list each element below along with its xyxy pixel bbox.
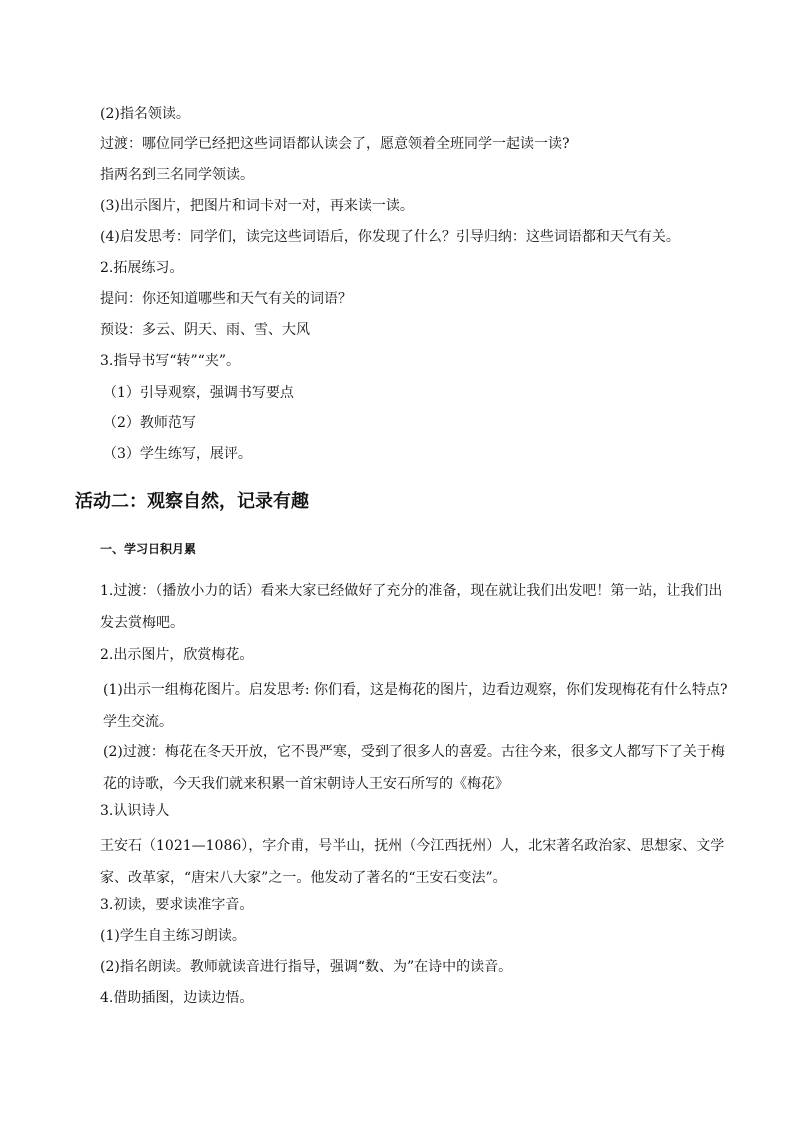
text-line: （1）引导观察，强调书写要点 xyxy=(103,385,294,401)
text-line: 4.借助插图，边读边悟。 xyxy=(100,990,254,1006)
text-line: (2)指名朗读。教师就读音进行指导，强调“数、为”在诗中的读音。 xyxy=(100,959,513,975)
text-line: （3）学生练写，展评。 xyxy=(103,446,252,462)
paragraph: (2)过渡：梅花在冬天开放，它不畏严寒，受到了很多人的喜爱。古往今来，很多文人都写下了关于梅花的诗歌，今天我们就来积累一首宋朝诗人王安石所写的《梅花》 xyxy=(103,744,725,792)
text-line: 3.指导书写“转”“夹”。 xyxy=(100,353,240,369)
text-line: 指两名到三名同学领读。 xyxy=(100,167,254,183)
text-line: (3)出示图片，把图片和词卡对一对，再来读一读。 xyxy=(100,198,414,214)
subsection-heading: 一、学习日积月累 xyxy=(100,542,197,556)
text-line: 2.拓展练习。 xyxy=(100,260,184,276)
text-line: (2)指名领读。 xyxy=(100,106,190,122)
text-line: 2.出示图片，欣赏梅花。 xyxy=(100,647,254,663)
paragraph: (1)出示一组梅花图片。启发思考: 你们看，这是梅花的图片，边看边观察，你们发现梅花有什么特点?学生交流。 xyxy=(103,682,728,730)
text-line: 3.初读，要求读准字音。 xyxy=(100,897,254,913)
paragraph: 1.过渡：（播放小力的话）看来大家已经做好了充分的准备，现在就让我们出发吧！第一站，让我们出发去赏梅吧。 xyxy=(100,583,723,631)
section-heading: 活动二：观察自然，记录有趣 xyxy=(75,491,309,512)
text-line: 3.认识诗人 xyxy=(100,803,170,819)
text-line: （2）教师范写 xyxy=(103,415,196,431)
text-line: 预设：多云、阴天、雨、雪、大风 xyxy=(100,322,310,338)
text-line: 提问：你还知道哪些和天气有关的词语？ xyxy=(100,291,352,307)
text-line: (4)启发思考：同学们，读完这些词语后，你发现了什么？引导归纳：这些词语都和天气有关。 xyxy=(100,229,680,245)
text-line: 过渡：哪位同学已经把这些词语都认读会了，愿意领着全班同学一起读一读? xyxy=(100,136,570,152)
paragraph: 王安石（1021—1086），字介甫，号半山，抚州（今江西抚州）人，北宋著名政治家、思想家、文学家、改革家，“唐宋八大家”之一。他发动了著名的“王安石变法”。 xyxy=(100,838,725,886)
text-line: (1)学生自主练习朗读。 xyxy=(100,928,246,944)
